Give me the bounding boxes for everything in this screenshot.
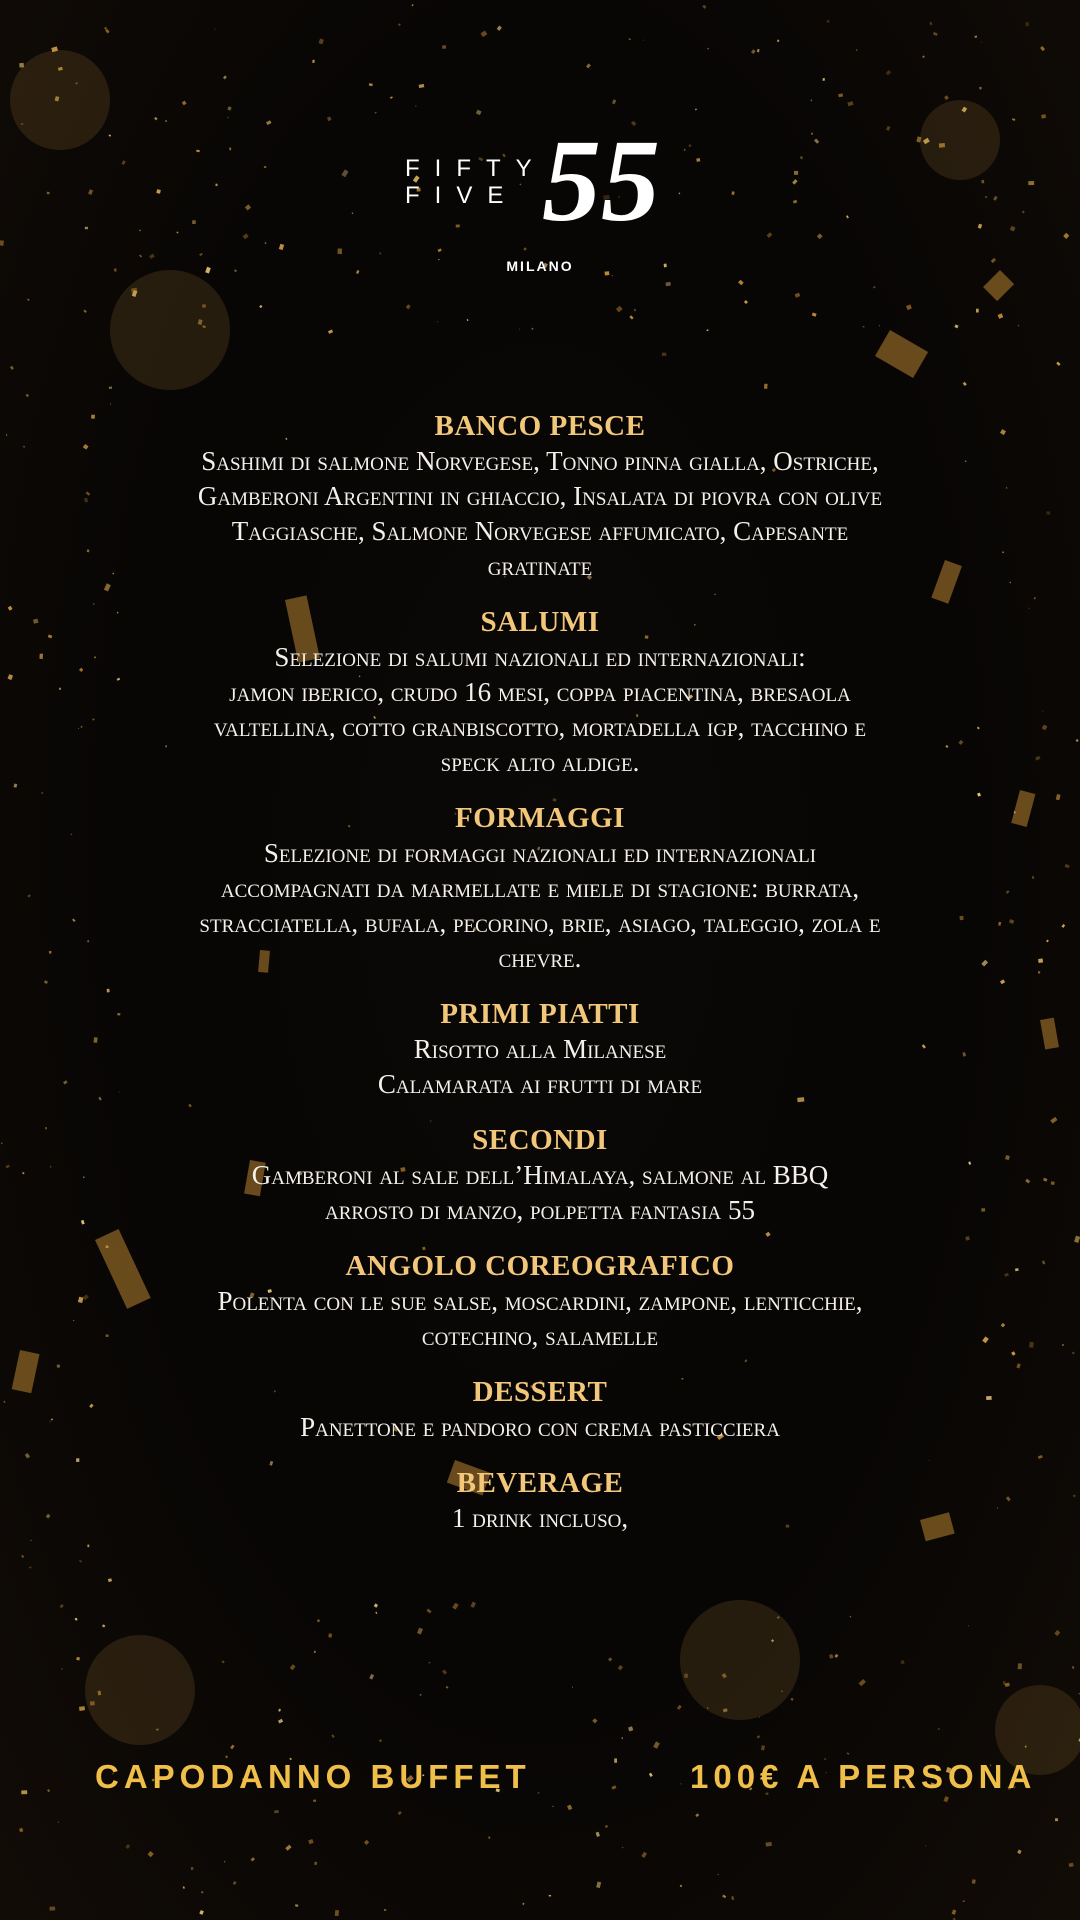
section-description <box>50 1410 1030 1445</box>
confetti-speck <box>3 1401 5 1404</box>
confetti-speck <box>319 39 324 45</box>
confetti-speck <box>488 1836 490 1838</box>
description-line: Calamarata ai frutti di mare <box>377 1069 703 1099</box>
description-line: cotechino, salamelle <box>421 1321 659 1351</box>
confetti-speck <box>90 1701 95 1705</box>
section-title: DESSERT <box>472 1376 608 1408</box>
confetti-speck <box>592 1718 597 1723</box>
confetti-speck <box>406 304 411 309</box>
confetti-speck <box>201 1891 203 1893</box>
confetti-speck <box>968 1625 970 1627</box>
confetti-speck <box>981 42 982 43</box>
confetti-speck <box>873 286 876 289</box>
confetti-speck <box>653 1741 660 1748</box>
confetti-speck <box>572 1687 573 1688</box>
confetti-speck <box>1072 1666 1074 1669</box>
section-title: ANGOLO COREOGRAFICO <box>345 1250 735 1282</box>
confetti-speck <box>45 1127 47 1129</box>
confetti-speck <box>765 1842 771 1847</box>
confetti-speck <box>191 1867 194 1870</box>
confetti-speck <box>375 1612 377 1614</box>
confetti-speck <box>822 78 824 81</box>
confetti-speck <box>10 366 14 370</box>
confetti-speck <box>974 36 977 38</box>
confetti-speck <box>811 100 813 102</box>
confetti-speck <box>230 1745 234 1750</box>
confetti-speck <box>531 328 533 330</box>
confetti-speck <box>419 84 425 88</box>
confetti-speck <box>1062 1344 1064 1346</box>
section-description <box>50 1501 1030 1536</box>
confetti-speck <box>1056 362 1060 366</box>
confetti-speck <box>104 27 107 30</box>
confetti-speck <box>1076 739 1079 742</box>
confetti-speck <box>470 1602 476 1608</box>
confetti-speck <box>972 1879 976 1884</box>
confetti-speck <box>1038 958 1043 963</box>
confetti-speck <box>398 23 401 26</box>
confetti-speck <box>79 1706 85 1711</box>
confetti-speck <box>751 49 756 54</box>
buffet-menu <box>50 408 1030 1556</box>
confetti-speck <box>331 1734 335 1738</box>
section-description <box>50 640 1030 780</box>
confetti-speck <box>125 1844 130 1849</box>
confetti-speck <box>795 293 801 298</box>
confetti-speck <box>738 280 744 286</box>
logo-number-text: 55 <box>542 120 660 235</box>
glitter-ribbon <box>875 330 928 378</box>
confetti-speck <box>677 1705 682 1710</box>
confetti-speck <box>608 1657 612 1661</box>
confetti-speck <box>6 434 7 435</box>
confetti-speck <box>369 83 373 86</box>
confetti-speck <box>856 49 858 51</box>
confetti-speck <box>702 5 706 9</box>
confetti-speck <box>998 313 1004 319</box>
confetti-speck <box>148 1851 154 1857</box>
description-line: speck alto aldige. <box>440 747 640 777</box>
confetti-speck <box>662 353 666 356</box>
confetti-speck <box>1062 924 1066 928</box>
confetti-speck <box>929 22 932 26</box>
menu-section-primi-piatti <box>50 996 1030 1102</box>
confetti-speck <box>442 45 446 48</box>
confetti-speck <box>944 95 949 100</box>
confetti-speck <box>227 106 231 111</box>
logo-word-fifty: FIFTY <box>405 155 547 182</box>
confetti-speck <box>278 1719 283 1724</box>
confetti-speck <box>8 606 13 611</box>
bokeh-glow <box>110 270 230 390</box>
confetti-speck <box>827 20 830 23</box>
confetti-speck <box>616 306 623 313</box>
logo-word-five: FIVE <box>405 182 519 209</box>
confetti-speck <box>60 1604 64 1608</box>
confetti-speck <box>952 1909 957 1914</box>
description-line: Risotto alla Milanese <box>413 1034 667 1064</box>
confetti-speck <box>290 1664 296 1670</box>
section-title: PRIMI PIATTI <box>440 998 640 1030</box>
description-line: gratinate <box>487 551 593 581</box>
confetti-speck <box>629 315 633 319</box>
confetti-speck <box>722 1895 726 1899</box>
confetti-speck <box>1054 1630 1060 1636</box>
confetti-speck <box>612 99 616 104</box>
menu-section-salumi <box>50 604 1030 780</box>
glitter-ribbon <box>12 1350 40 1393</box>
confetti-speck <box>27 299 30 301</box>
confetti-speck <box>1025 1746 1027 1748</box>
menu-section-banco-pesce <box>50 408 1030 584</box>
confetti-speck <box>963 382 967 386</box>
confetti-speck <box>764 384 768 389</box>
section-description <box>50 444 1030 584</box>
confetti-speck <box>1050 1117 1057 1124</box>
confetti-speck <box>605 1825 608 1828</box>
confetti-speck <box>5 1165 9 1169</box>
confetti-speck <box>812 313 817 317</box>
confetti-speck <box>1065 864 1070 868</box>
confetti-speck <box>850 1616 852 1618</box>
description-line: Selezione di salumi nazionali ed internazionali: <box>274 642 806 672</box>
confetti-speck <box>859 1679 866 1686</box>
description-line: Polenta con le sue salse, moscardini, zampone, lenticchie, <box>217 1286 863 1316</box>
confetti-speck <box>628 1726 633 1731</box>
confetti-speck <box>707 48 709 50</box>
confetti-speck <box>102 1624 105 1627</box>
confetti-speck <box>61 1668 62 1670</box>
logo-city: MILANO <box>506 258 574 274</box>
confetti-speck <box>1042 725 1048 731</box>
confetti-speck <box>335 1910 339 1916</box>
confetti-speck <box>1018 1663 1022 1669</box>
confetti-speck <box>437 321 439 323</box>
confetti-speck <box>79 1559 83 1563</box>
description-line: stracciatella, bufala, pecorino, brie, asiago, taleggio, zola e <box>199 908 881 938</box>
confetti-speck <box>829 1654 833 1659</box>
confetti-speck <box>109 387 112 389</box>
confetti-speck <box>1046 940 1049 943</box>
description-line: Sashimi di salmone Norvegese, Tonno pinna gialla, Ostriche, <box>201 446 879 476</box>
price-per-person: 100€ A PERSONA <box>690 1758 1037 1795</box>
confetti-speck <box>250 1857 255 1861</box>
section-title: BEVERAGE <box>456 1467 624 1499</box>
confetti-speck <box>680 1885 682 1887</box>
confetti-speck <box>1069 1863 1074 1867</box>
confetti-speck <box>1055 1818 1058 1821</box>
confetti-speck <box>1005 1683 1010 1687</box>
confetti-speck <box>596 1882 601 1889</box>
bokeh-glow <box>680 1600 800 1720</box>
confetti-speck <box>1042 1260 1045 1264</box>
confetti-speck <box>862 326 864 327</box>
confetti-speck <box>199 1910 204 1915</box>
confetti-speck <box>618 1665 623 1670</box>
confetti-speck <box>328 330 333 334</box>
confetti-speck <box>922 55 925 58</box>
confetti-speck <box>442 1670 447 1675</box>
confetti-speck <box>925 1845 927 1847</box>
confetti-speck <box>76 1657 80 1661</box>
menu-footer <box>0 1758 1080 1808</box>
confetti-speck <box>314 1862 317 1865</box>
confetti-speck <box>222 1660 225 1663</box>
confetti-speck <box>105 29 109 34</box>
confetti-speck <box>19 63 24 68</box>
confetti-speck <box>621 1737 622 1739</box>
confetti-speck <box>274 1810 279 1813</box>
confetti-speck <box>227 117 229 119</box>
confetti-speck <box>938 1728 940 1730</box>
confetti-speck <box>369 1674 374 1679</box>
menu-section-angolo-coreografico <box>50 1248 1030 1354</box>
confetti-speck <box>259 305 262 308</box>
confetti-speck <box>278 1709 281 1712</box>
description-line: jamon iberico, crudo 16 mesi, coppa piacentina, bresaola <box>229 677 851 707</box>
confetti-speck <box>39 654 43 659</box>
confetti-speck <box>497 26 502 31</box>
confetti-speck <box>777 39 780 42</box>
confetti-speck <box>214 29 215 30</box>
confetti-speck <box>954 324 958 328</box>
section-title: SALUMI <box>480 606 600 638</box>
confetti-speck <box>21 1555 24 1558</box>
confetti-speck <box>1056 794 1061 800</box>
confetti-speck <box>446 1686 449 1689</box>
confetti-speck <box>731 1896 734 1900</box>
confetti-speck <box>224 1861 226 1863</box>
confetti-speck <box>744 300 748 304</box>
confetti-speck <box>1 1142 3 1144</box>
confetti-speck <box>8 674 14 680</box>
confetti-speck <box>718 1874 719 1875</box>
confetti-speck <box>233 1881 237 1885</box>
confetti-speck <box>847 101 853 106</box>
confetti-speck <box>417 1628 423 1635</box>
confetti-speck <box>467 319 469 321</box>
confetti-speck <box>476 110 482 116</box>
section-description <box>50 836 1030 976</box>
confetti-speck <box>481 31 488 38</box>
confetti-speck <box>398 1811 402 1815</box>
confetti-speck <box>202 304 206 307</box>
confetti-speck <box>30 1540 32 1541</box>
menu-section-dessert <box>50 1374 1030 1445</box>
confetti-speck <box>1042 710 1044 712</box>
confetti-speck <box>901 1660 905 1664</box>
menu-section-secondi <box>50 1122 1030 1228</box>
confetti-speck <box>886 70 892 76</box>
confetti-speck <box>411 4 413 7</box>
confetti-speck <box>791 1698 794 1701</box>
description-line: Selezione di formaggi nazionali ed internazionali <box>263 838 817 868</box>
confetti-speck <box>26 394 29 397</box>
confetti-speck <box>308 1839 314 1844</box>
confetti-speck <box>110 403 111 405</box>
section-title: BANCO PESCE <box>434 410 646 442</box>
confetti-speck <box>879 325 880 327</box>
confetti-speck <box>761 1745 765 1750</box>
confetti-speck <box>223 75 227 79</box>
confetti-speck <box>379 1740 381 1742</box>
confetti-speck <box>50 1907 56 1911</box>
description-line: valtellina, cotto granbiscotto, mortadella igp, tacchino e <box>213 712 867 742</box>
confetti-speck <box>847 1752 850 1754</box>
confetti-speck <box>1046 511 1050 515</box>
section-title: FORMAGGI <box>455 802 625 834</box>
confetti-speck <box>183 1886 185 1889</box>
confetti-speck <box>182 101 187 106</box>
section-description <box>50 1032 1030 1102</box>
confetti-speck <box>83 310 86 313</box>
confetti-speck <box>641 1852 647 1858</box>
logo-number-55 <box>540 120 675 235</box>
confetti-speck <box>295 1904 298 1907</box>
confetti-speck <box>75 82 77 84</box>
confetti-speck <box>42 792 43 794</box>
confetti-speck <box>757 49 760 53</box>
confetti-speck <box>519 328 520 330</box>
confetti-speck <box>706 329 708 331</box>
glitter-ribbon <box>1040 1018 1059 1050</box>
confetti-speck <box>58 1822 59 1824</box>
confetti-speck <box>1017 1850 1021 1855</box>
confetti-speck <box>906 304 912 310</box>
description-line: Gamberoni Argentini in ghiaccio, Insalata di piovra con olive <box>197 481 883 511</box>
description-line: Taggiasche, Salmone Norvegese affumicato, Capesante <box>231 516 849 546</box>
confetti-speck <box>695 109 697 111</box>
confetti-speck <box>328 1633 332 1638</box>
confetti-speck <box>979 87 981 89</box>
confetti-speck <box>19 1828 23 1832</box>
confetti-speck <box>665 282 670 286</box>
confetti-speck <box>522 1903 524 1905</box>
confetti-speck <box>374 1603 378 1607</box>
menu-section-beverage <box>50 1465 1030 1536</box>
confetti-speck <box>317 1619 320 1622</box>
confetti-speck <box>1035 756 1040 761</box>
confetti-speck <box>622 1847 623 1848</box>
section-description <box>50 1284 1030 1354</box>
confetti-speck <box>426 1609 431 1614</box>
logo-wordmark <box>405 155 547 209</box>
confetti-speck <box>933 32 938 36</box>
confetti-speck <box>1038 1455 1043 1459</box>
confetti-speck <box>75 1618 78 1621</box>
confetti-speck <box>1043 1178 1048 1182</box>
confetti-speck <box>757 1735 761 1738</box>
confetti-speck <box>29 1567 31 1569</box>
confetti-speck <box>312 60 314 63</box>
confetti-speck <box>1051 1181 1055 1185</box>
confetti-speck <box>1038 971 1040 973</box>
confetti-speck <box>1074 1236 1080 1243</box>
confetti-speck <box>314 1651 316 1653</box>
confetti-speck <box>33 619 39 624</box>
confetti-speck <box>634 309 636 312</box>
confetti-speck <box>684 1673 688 1678</box>
confetti-speck <box>1041 114 1046 118</box>
confetti-speck <box>285 1845 291 1851</box>
confetti-speck <box>364 1840 369 1845</box>
description-line: Gamberoni al sale dell’Himalaya, salmone al BBQ <box>251 1160 829 1190</box>
description-line: accompagnati da marmellate e miele di stagione: burrata, <box>220 873 860 903</box>
description-line: arrosto di manzo, polpetta fantasia 55 <box>324 1195 756 1225</box>
confetti-speck <box>1034 597 1037 600</box>
confetti-speck <box>1072 1352 1074 1355</box>
confetti-speck <box>643 39 645 41</box>
confetti-speck <box>963 1900 965 1902</box>
confetti-speck <box>629 38 631 40</box>
confetti-speck <box>390 96 393 99</box>
confetti-speck <box>834 1654 838 1658</box>
confetti-speck <box>419 1694 421 1696</box>
confetti-speck <box>415 105 417 107</box>
confetti-speck <box>23 446 25 448</box>
description-line: 1 drink incluso, <box>451 1503 629 1533</box>
confetti-speck <box>596 1832 600 1837</box>
confetti-speck <box>27 894 30 897</box>
confetti-speck <box>131 288 137 293</box>
confetti-speck <box>22 1172 25 1174</box>
confetti-speck <box>375 112 377 114</box>
confetti-speck <box>1026 22 1029 26</box>
description-line: chevre. <box>498 943 582 973</box>
section-title: SECONDI <box>472 1124 608 1156</box>
confetti-speck <box>25 1453 30 1459</box>
bokeh-glow <box>85 1635 195 1745</box>
confetti-speck <box>1003 1681 1006 1685</box>
confetti-speck <box>1032 876 1034 879</box>
restaurant-logo <box>0 120 1080 280</box>
event-name: CAPODANNO BUFFET <box>95 1758 531 1795</box>
confetti-speck <box>1018 325 1020 327</box>
confetti-speck <box>1040 46 1045 51</box>
confetti-speck <box>108 1578 112 1582</box>
confetti-speck <box>13 784 17 788</box>
confetti-speck <box>838 93 843 97</box>
confetti-speck <box>429 1662 431 1663</box>
confetti-speck <box>44 980 48 984</box>
confetti-speck <box>384 1909 386 1911</box>
confetti-speck <box>976 309 979 313</box>
confetti-speck <box>549 1895 551 1897</box>
description-line: Panettone e pandoro con crema pasticciera <box>300 1412 780 1442</box>
confetti-speck <box>1073 1494 1076 1497</box>
section-description <box>50 1158 1030 1228</box>
menu-section-formaggi <box>50 800 1030 976</box>
confetti-speck <box>452 1603 459 1610</box>
confetti-speck <box>586 63 591 68</box>
confetti-speck <box>695 1813 699 1817</box>
